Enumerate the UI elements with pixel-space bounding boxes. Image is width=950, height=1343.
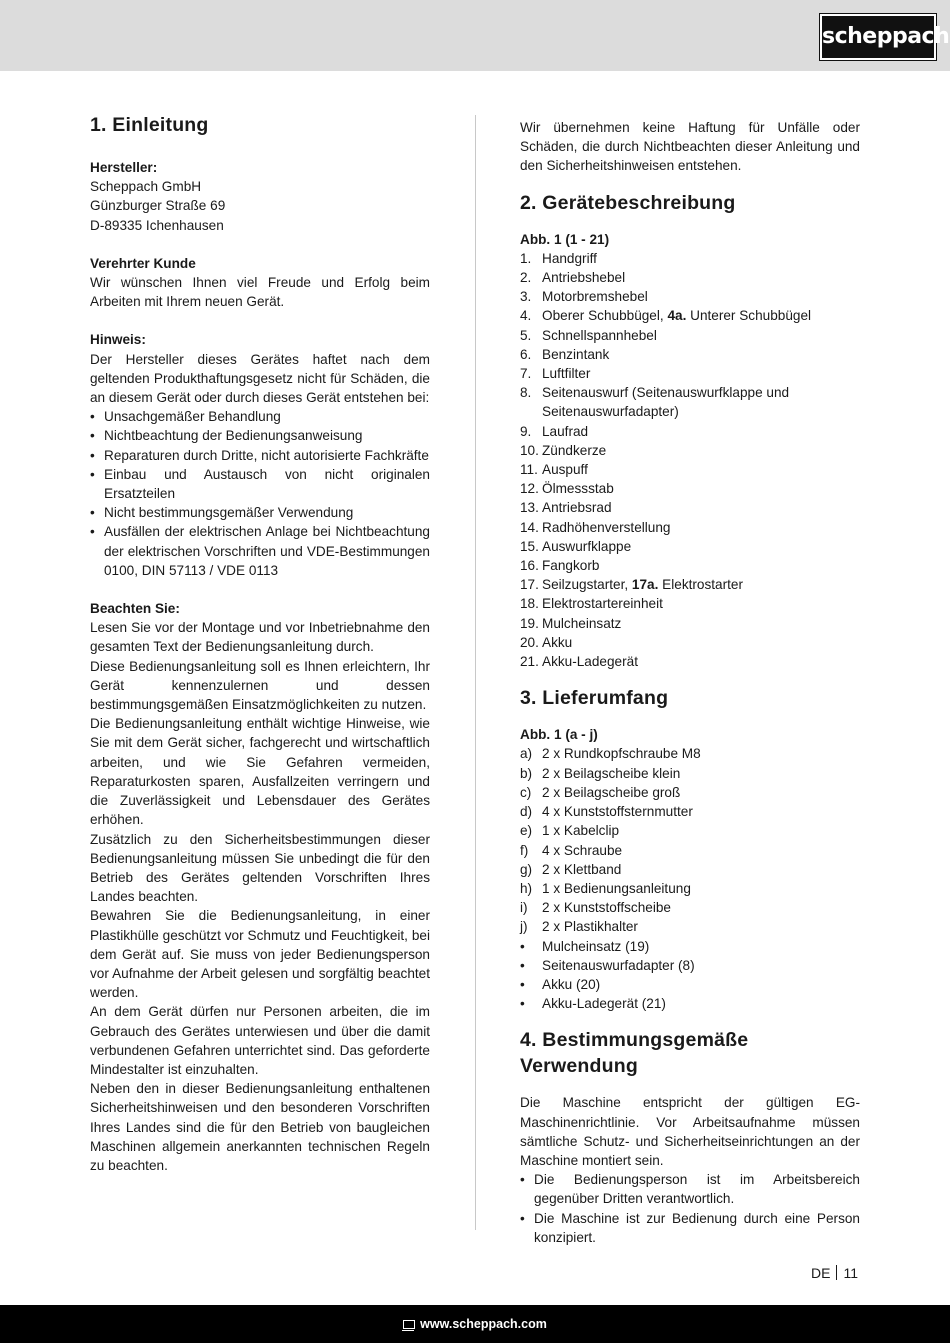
list-item bbox=[520, 633, 860, 652]
list-item-marker: 21. bbox=[520, 654, 539, 670]
list-item: • Die Bedienungsperson ist im Arbeitsbereich gegenüber Dritten verantwortlich. bbox=[520, 1170, 860, 1208]
observe-paragraph: Bewahren Sie die Bedienungsanleitung, in einer Plastikhülle geschützt vor Schmutz und Feuchtigkeit, bei dem Gerät auf. Sie muss von jeder Bedienungsperson vor Aufnahme der Arbeit gelesen und sorgfältig beachtet werden. bbox=[90, 908, 430, 1001]
list-item-text-part: 2 x Beilagscheibe groß bbox=[542, 784, 681, 800]
list-item-text-part: Handgriff bbox=[542, 250, 597, 266]
list-item: • Reparaturen durch Dritte, nicht autorisierte Fachkräfte bbox=[90, 446, 430, 465]
right-column bbox=[520, 118, 860, 1247]
list-item-text bbox=[542, 441, 860, 460]
list-item-text-part: Seitenauswurf (Seitenauswurfklappe und Seitenauswurfadapter) bbox=[542, 385, 790, 420]
section-3-heading: 3. Lieferumfang bbox=[520, 687, 669, 710]
list-item-subnumber: 17a. bbox=[631, 577, 659, 593]
manufacturer-label: Hersteller: bbox=[90, 160, 158, 175]
list-item-marker: 10. bbox=[520, 442, 539, 458]
list-item-text-part: Benzintank bbox=[542, 346, 610, 362]
list-item-text-part: Schnellspannhebel bbox=[542, 327, 657, 343]
list-item-text bbox=[542, 249, 860, 268]
list-item-text-part: Laufrad bbox=[542, 423, 589, 439]
list-item-text-part: Elektrostartereinheit bbox=[542, 596, 663, 612]
list-item bbox=[520, 575, 860, 594]
list-item-text bbox=[542, 652, 860, 671]
list-item bbox=[520, 744, 860, 763]
list-item-marker: 1. bbox=[520, 250, 532, 266]
list-item-marker: • bbox=[520, 957, 525, 973]
observe-paragraph: Die Bedienungsanleitung enthält wichtige Hinweise, wie Sie mit dem Gerät sicher, fachgerecht und wirtschaftlich arbeiten, und wie Sie Gefahren vermeiden, Reparaturkosten sparen, Ausfallzeiten verringern und die Zuverlässigkeit und Lebensdauer des Gerätes erhöhen. bbox=[90, 716, 430, 828]
list-item-text bbox=[542, 764, 860, 783]
list-item-marker: 15. bbox=[520, 538, 539, 554]
list-item-marker: 4. bbox=[520, 308, 532, 324]
list-item bbox=[520, 326, 860, 345]
list-item-marker: c) bbox=[520, 784, 532, 800]
list-item-text-part: 1 x Bedienungsanleitung bbox=[542, 880, 691, 896]
list-item-marker: 3. bbox=[520, 289, 532, 305]
scheppach-logo: scheppach bbox=[820, 14, 936, 60]
list-item bbox=[520, 441, 860, 460]
list-item-marker: • bbox=[520, 976, 525, 992]
list-item bbox=[520, 860, 860, 879]
list-item-text bbox=[542, 575, 860, 594]
list-item-text-part: 1 x Kabelclip bbox=[542, 823, 620, 839]
website-link[interactable]: www.scheppach.com bbox=[420, 1317, 547, 1331]
list-item-text bbox=[542, 633, 860, 652]
list-item: • Nichtbeachtung der Bedienungsanweisung bbox=[90, 426, 430, 445]
page-number bbox=[811, 1264, 858, 1283]
note-bullet-list bbox=[90, 407, 430, 580]
header-bar bbox=[0, 0, 950, 71]
list-item-text-part: Akku-Ladegerät (21) bbox=[542, 996, 666, 1012]
list-item-text-part: Auswurfklappe bbox=[542, 538, 632, 554]
list-item bbox=[520, 268, 860, 287]
list-item-text bbox=[542, 287, 860, 306]
list-item-text bbox=[542, 345, 860, 364]
section-4-bullet-list bbox=[520, 1170, 860, 1247]
list-item-marker: 5. bbox=[520, 327, 532, 343]
list-item: • Die Maschine ist zur Bedienung durch eine Person konzipiert. bbox=[520, 1209, 860, 1247]
list-item-marker: e) bbox=[520, 823, 533, 839]
list-item bbox=[520, 306, 860, 325]
list-item-marker: 2. bbox=[520, 270, 532, 286]
list-item-text bbox=[542, 860, 860, 879]
list-item-text-part: Antriebsrad bbox=[542, 500, 612, 516]
manufacturer-line: Günzburger Straße 69 bbox=[90, 198, 226, 214]
list-item-text-part: Mulcheinsatz (19) bbox=[542, 938, 650, 954]
observe-paragraph: Neben den in dieser Bedienungsanleitung enthaltenen Sicherheitshinweisen und den besonderen Vorschriften Ihres Landes sind die für den Betrieb von baugleichen Maschinen allgemein anerkannten technischen Regeln zu beachten. bbox=[90, 1081, 430, 1173]
customer-text: Wir wünschen Ihnen viel Freude und Erfolg beim Arbeiten mit Ihrem neuen Gerät. bbox=[90, 275, 430, 310]
list-item-marker: 6. bbox=[520, 346, 532, 362]
list-item-marker: 13. bbox=[520, 500, 539, 516]
manufacturer-line: D-89335 Ichenhausen bbox=[90, 217, 224, 233]
list-item bbox=[520, 364, 860, 383]
list-item-marker: 8. bbox=[520, 385, 532, 401]
list-item bbox=[520, 917, 860, 936]
list-item: • Nicht bestimmungsgemäßer Verwendung bbox=[90, 503, 430, 522]
observe-paragraph: Lesen Sie vor der Montage und vor Inbetriebnahme den gesamten Text der Bedienungsanleitung durch. bbox=[90, 620, 430, 655]
list-item-text bbox=[542, 879, 860, 898]
list-item bbox=[520, 898, 860, 917]
list-item-marker: 11. bbox=[520, 462, 538, 478]
list-item bbox=[520, 937, 860, 956]
delivery-list bbox=[520, 744, 860, 1013]
list-item-text-part: Mulcheinsatz bbox=[542, 615, 622, 631]
list-item-text bbox=[542, 744, 860, 763]
list-item-text bbox=[542, 498, 860, 517]
list-item-text-part: Seilzugstarter, bbox=[542, 577, 632, 593]
list-item-text-part: Akku-Ladegerät bbox=[542, 654, 638, 670]
list-item-text-part: 2 x Rundkopfschraube M8 bbox=[542, 746, 701, 762]
list-item-marker: 19. bbox=[520, 615, 539, 631]
list-item bbox=[520, 783, 860, 802]
list-item-text-part: Akku bbox=[542, 634, 573, 650]
list-item-text bbox=[542, 556, 860, 575]
list-item-marker: 18. bbox=[520, 596, 539, 612]
list-item-text-part: Fangkorb bbox=[542, 558, 600, 574]
footer-bar bbox=[0, 1305, 950, 1343]
list-item-text-part: Zündkerze bbox=[542, 442, 607, 458]
list-item-marker: • bbox=[520, 938, 525, 954]
list-item-text bbox=[542, 268, 860, 287]
list-item bbox=[520, 652, 860, 671]
list-item-marker: 20. bbox=[520, 634, 539, 650]
section-3-figure-ref: Abb. 1 (a - j) bbox=[520, 727, 598, 743]
list-item-text bbox=[542, 383, 860, 421]
list-item-text-part: 2 x Klettband bbox=[542, 861, 622, 877]
list-item-marker: b) bbox=[520, 765, 533, 781]
list-item bbox=[520, 287, 860, 306]
left-column bbox=[90, 112, 430, 1175]
list-item-text-part: 4 x Schraube bbox=[542, 842, 623, 858]
list-item-marker: 14. bbox=[520, 519, 539, 535]
customer-label: Verehrter Kunde bbox=[90, 255, 196, 271]
list-item-marker: 12. bbox=[520, 481, 539, 497]
list-item-text-part: Elektrostarter bbox=[658, 577, 743, 593]
list-item bbox=[520, 518, 860, 537]
list-item-text-part: Seitenauswurfadapter (8) bbox=[542, 957, 695, 973]
list-item bbox=[520, 249, 860, 268]
list-item-text bbox=[542, 841, 860, 860]
list-item bbox=[520, 879, 860, 898]
computer-icon bbox=[403, 1320, 415, 1329]
list-item-text bbox=[542, 460, 860, 479]
list-item-marker: 16. bbox=[520, 558, 539, 574]
list-item-text-part: 2 x Beilagscheibe klein bbox=[542, 765, 681, 781]
list-item bbox=[520, 460, 860, 479]
list-item-text-part: Motorbremshebel bbox=[542, 289, 648, 305]
list-item: • Ausfällen der elektrischen Anlage bei Nichtbeachtung der elektrischen Vorschriften und VDE-Bestimmungen 0100, DIN 57113 / VDE 0113 bbox=[90, 522, 430, 580]
list-item-text-part: Unterer Schubbügel bbox=[686, 308, 812, 324]
list-item-text bbox=[542, 783, 860, 802]
list-item bbox=[520, 975, 860, 994]
list-item bbox=[520, 994, 860, 1013]
list-item bbox=[520, 537, 860, 556]
list-item-text-part: Oberer Schubbügel, bbox=[542, 308, 668, 324]
list-item-text bbox=[542, 802, 860, 821]
list-item-text bbox=[542, 537, 860, 556]
list-item bbox=[520, 594, 860, 613]
list-item-text bbox=[542, 956, 860, 975]
observe-paragraph: An dem Gerät dürfen nur Personen arbeiten, die im Gebrauch des Gerätes unterwiesen und über die damit verbundenen Gefahren unterrichtet sind. Das geforderte Mindestalter ist einzuhalten. bbox=[90, 1004, 430, 1077]
list-item-text-part: Auspuff bbox=[542, 462, 588, 478]
list-item-text-part: Radhöhenverstellung bbox=[542, 519, 671, 535]
list-item-marker: 9. bbox=[520, 423, 532, 439]
parts-list bbox=[520, 249, 860, 671]
list-item-text-part: Antriebshebel bbox=[542, 270, 626, 286]
language-code: DE bbox=[811, 1265, 831, 1281]
section-1-heading: 1. Einleitung bbox=[90, 114, 209, 136]
list-item-marker: j) bbox=[520, 919, 528, 935]
list-item bbox=[520, 956, 860, 975]
list-item bbox=[520, 764, 860, 783]
list-item bbox=[520, 479, 860, 498]
observe-label: Beachten Sie: bbox=[90, 601, 180, 617]
list-item-text bbox=[542, 479, 860, 498]
list-item-marker: f) bbox=[520, 842, 529, 858]
list-item bbox=[520, 345, 860, 364]
list-item-text-part: 2 x Kunststoffscheibe bbox=[542, 900, 671, 916]
list-item-text bbox=[542, 364, 860, 383]
section-4-text: Die Maschine entspricht der gültigen EG-Maschinenrichtlinie. Vor Arbeitsaufnahme müssen sämtliche Schutz- und Sicherheitseinrichtungen an der Maschine montiert sein. bbox=[520, 1095, 860, 1168]
list-item-marker: 17. bbox=[520, 577, 539, 593]
section-2-heading: 2. Gerätebeschreibung bbox=[520, 191, 736, 214]
list-item-marker: g) bbox=[520, 861, 533, 877]
observe-paragraph: Diese Bedienungsanleitung soll es Ihnen erleichtern, Ihr Gerät kennenzulernen und dessen bestimmungsgemäßen Einsatzmöglichkeiten zu nutzen. bbox=[90, 658, 430, 713]
list-item-text bbox=[542, 306, 860, 325]
list-item-text bbox=[542, 994, 860, 1013]
list-item bbox=[520, 614, 860, 633]
list-item-text-part: Luftfilter bbox=[542, 366, 591, 382]
manufacturer-line: Scheppach GmbH bbox=[90, 179, 202, 195]
list-item bbox=[520, 422, 860, 441]
list-item-marker: h) bbox=[520, 880, 533, 896]
section-2-figure-ref: Abb. 1 (1 - 21) bbox=[520, 231, 610, 247]
list-item-text-part: 2 x Plastikhalter bbox=[542, 919, 638, 935]
column-divider bbox=[475, 115, 476, 1230]
list-item: • Unsachgemäßer Behandlung bbox=[90, 407, 430, 426]
list-item-text bbox=[542, 898, 860, 917]
list-item bbox=[520, 556, 860, 575]
list-item-text bbox=[542, 326, 860, 345]
list-item-text bbox=[542, 937, 860, 956]
list-item-text-part: Ölmessstab bbox=[542, 481, 614, 497]
list-item-text bbox=[542, 821, 860, 840]
list-item-subnumber: 4a. bbox=[667, 308, 687, 324]
list-item bbox=[520, 498, 860, 517]
list-item-text-part: Akku (20) bbox=[542, 976, 601, 992]
list-item-text bbox=[542, 917, 860, 936]
list-item-text-part: 4 x Kunststoffsternmutter bbox=[542, 804, 693, 820]
list-item-marker: a) bbox=[520, 746, 533, 762]
note-label: Hinweis: bbox=[90, 332, 146, 348]
list-item bbox=[520, 841, 860, 860]
list-item-text bbox=[542, 422, 860, 441]
list-item-text bbox=[542, 614, 860, 633]
list-item-marker: 7. bbox=[520, 366, 532, 382]
list-item-marker: • bbox=[520, 996, 525, 1012]
list-item bbox=[520, 802, 860, 821]
list-item-text bbox=[542, 594, 860, 613]
note-text: Der Hersteller dieses Gerätes haftet nach dem geltenden Produkthaftungsgesetz nicht für Schäden, die an diesem Gerät oder durch dieses Gerät entstehen bei: bbox=[90, 351, 430, 406]
list-item-text bbox=[542, 975, 860, 994]
page-number-value: 11 bbox=[843, 1265, 858, 1281]
list-item-text bbox=[542, 518, 860, 537]
section-4-heading: 4. Bestimmungsgemäße Verwendung bbox=[520, 1029, 749, 1078]
list-item-marker: i) bbox=[520, 900, 528, 916]
liability-text: Wir übernehmen keine Haftung für Unfälle oder Schäden, die durch Nichtbeachten dieser Anleitung und den Sicherheitshinweisen entstehen. bbox=[520, 120, 860, 174]
list-item-marker: d) bbox=[520, 804, 533, 820]
list-item: • Einbau und Austausch von nicht originalen Ersatzteilen bbox=[90, 465, 430, 503]
list-item bbox=[520, 821, 860, 840]
observe-paragraph: Zusätzlich zu den Sicherheitsbestimmungen dieser Bedienungsanleitung müssen Sie unbedingt die für den Betrieb des Gerätes geltenden Vorschriften Ihres Landes beachten. bbox=[90, 831, 430, 905]
list-item bbox=[520, 383, 860, 421]
